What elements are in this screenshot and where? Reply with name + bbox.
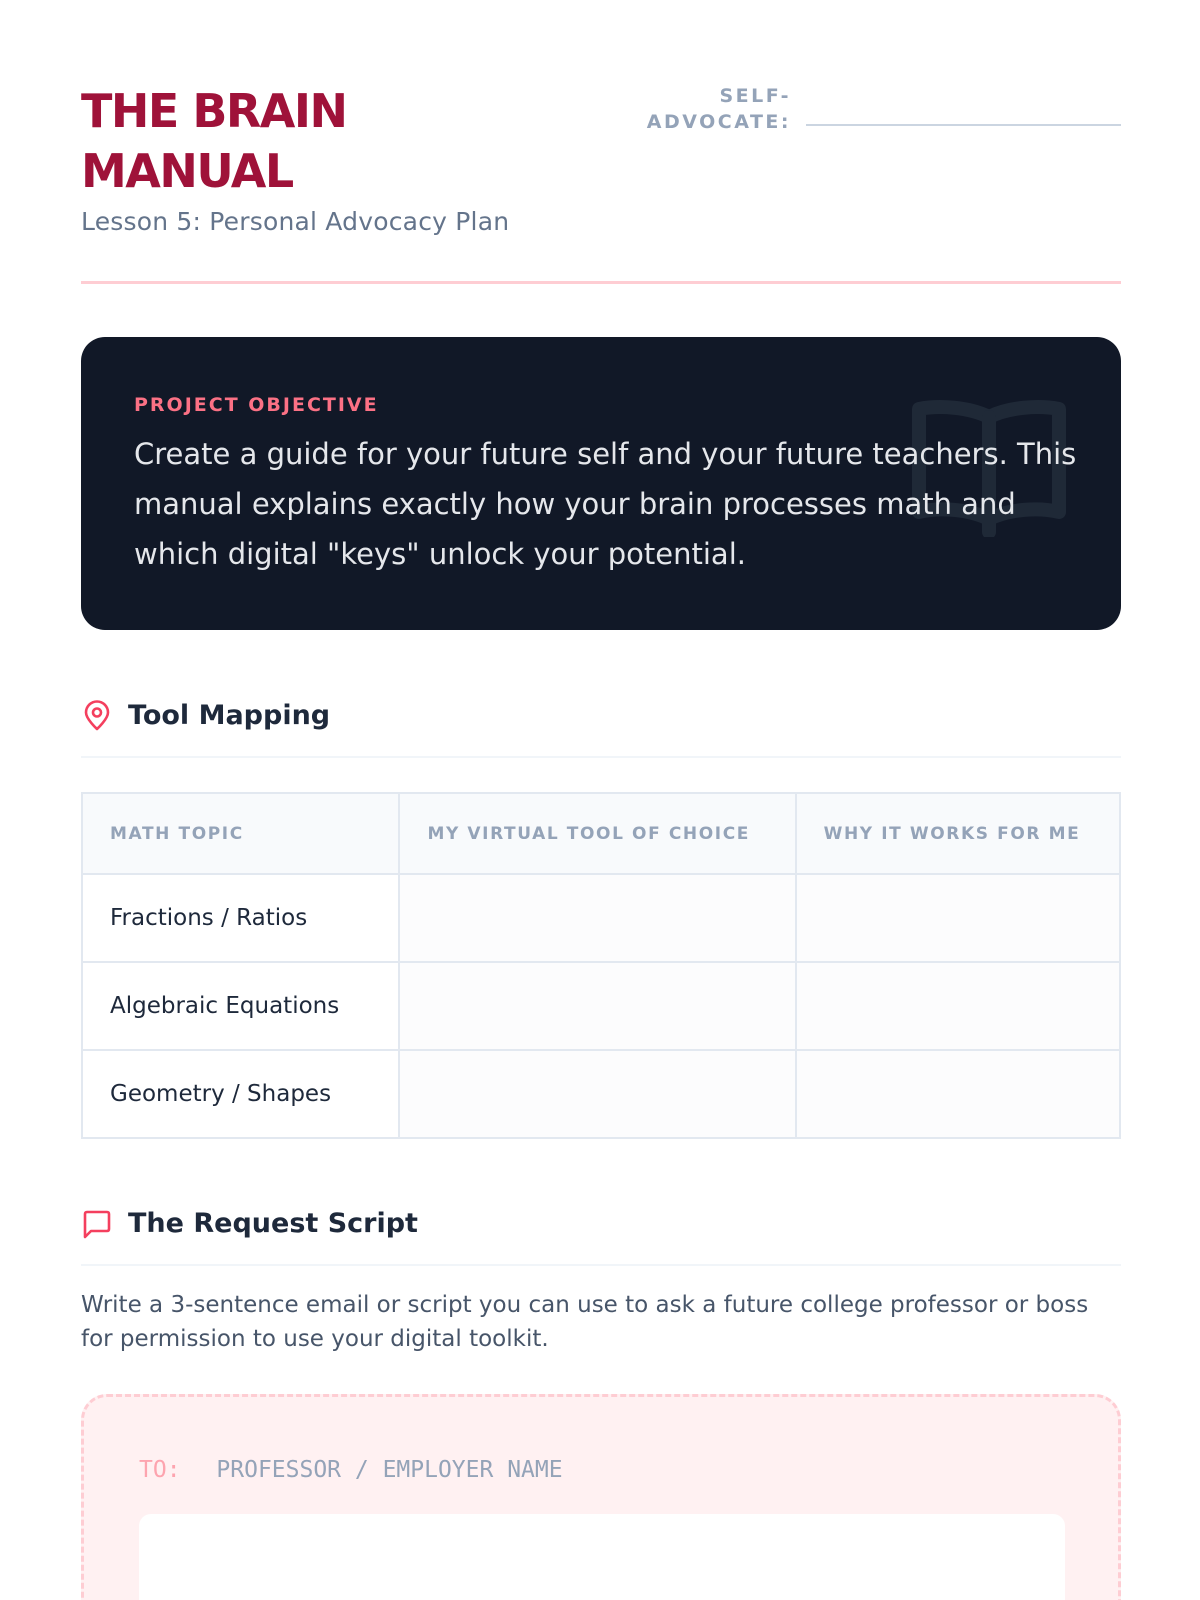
map-pin-icon bbox=[81, 700, 113, 732]
page-title-line-1: THE BRAIN bbox=[81, 84, 347, 138]
tool-input-cell[interactable] bbox=[399, 874, 795, 962]
request-script-box bbox=[81, 1394, 1121, 1600]
page-title-line-2: MANUAL bbox=[81, 144, 293, 198]
to-label: TO: bbox=[139, 1457, 181, 1483]
page-subtitle: Lesson 5: Personal Advocacy Plan bbox=[81, 207, 510, 236]
worksheet-page bbox=[81, 0, 1121, 1483]
table-row bbox=[82, 962, 1120, 1050]
tool-input-cell[interactable] bbox=[399, 1050, 795, 1138]
project-objective-card bbox=[81, 337, 1121, 630]
table-row bbox=[82, 1050, 1120, 1138]
request-script-description: Write a 3-sentence email or script you can use to ask a future college professor or boss for permission to use your digital toolkit. bbox=[81, 1292, 1089, 1352]
recipient-name-input[interactable] bbox=[216, 1457, 716, 1483]
message-square-icon bbox=[81, 1208, 113, 1240]
self-advocate-name-field[interactable] bbox=[806, 124, 1121, 126]
objective-label: PROJECT OBJECTIVE bbox=[134, 394, 379, 416]
self-advocate-label-line-2: ADVOCATE: bbox=[646, 111, 791, 133]
why-input-cell[interactable] bbox=[796, 874, 1120, 962]
objective-text: Create a guide for your future self and your future teachers. This manual explains exactly how your brain processes math and which digital "keys" unlock your potential. bbox=[134, 437, 1077, 571]
tool-mapping-table bbox=[81, 792, 1121, 1139]
topic-cell: Fractions / Ratios bbox=[82, 874, 399, 962]
to-row bbox=[139, 1457, 716, 1483]
tool-mapping-section-header bbox=[81, 700, 1121, 758]
why-input-cell[interactable] bbox=[796, 1050, 1120, 1138]
request-script-title: The Request Script bbox=[128, 1208, 418, 1239]
page-header bbox=[81, 0, 1121, 284]
script-text-area[interactable] bbox=[139, 1514, 1065, 1600]
self-advocate-label bbox=[647, 83, 791, 135]
column-header-math-topic: MATH TOPIC bbox=[82, 793, 399, 874]
topic-cell: Algebraic Equations bbox=[82, 962, 399, 1050]
column-header-why-it-works: WHY IT WORKS FOR ME bbox=[796, 793, 1120, 874]
column-header-virtual-tool: MY VIRTUAL TOOL OF CHOICE bbox=[399, 793, 795, 874]
self-advocate-label-line-1: SELF- bbox=[719, 85, 791, 107]
table-row bbox=[82, 874, 1120, 962]
request-script-section-header bbox=[81, 1208, 1121, 1266]
topic-cell: Geometry / Shapes bbox=[82, 1050, 399, 1138]
table-header-row bbox=[82, 793, 1120, 874]
tool-input-cell[interactable] bbox=[399, 962, 795, 1050]
tool-mapping-title: Tool Mapping bbox=[128, 700, 331, 731]
why-input-cell[interactable] bbox=[796, 962, 1120, 1050]
